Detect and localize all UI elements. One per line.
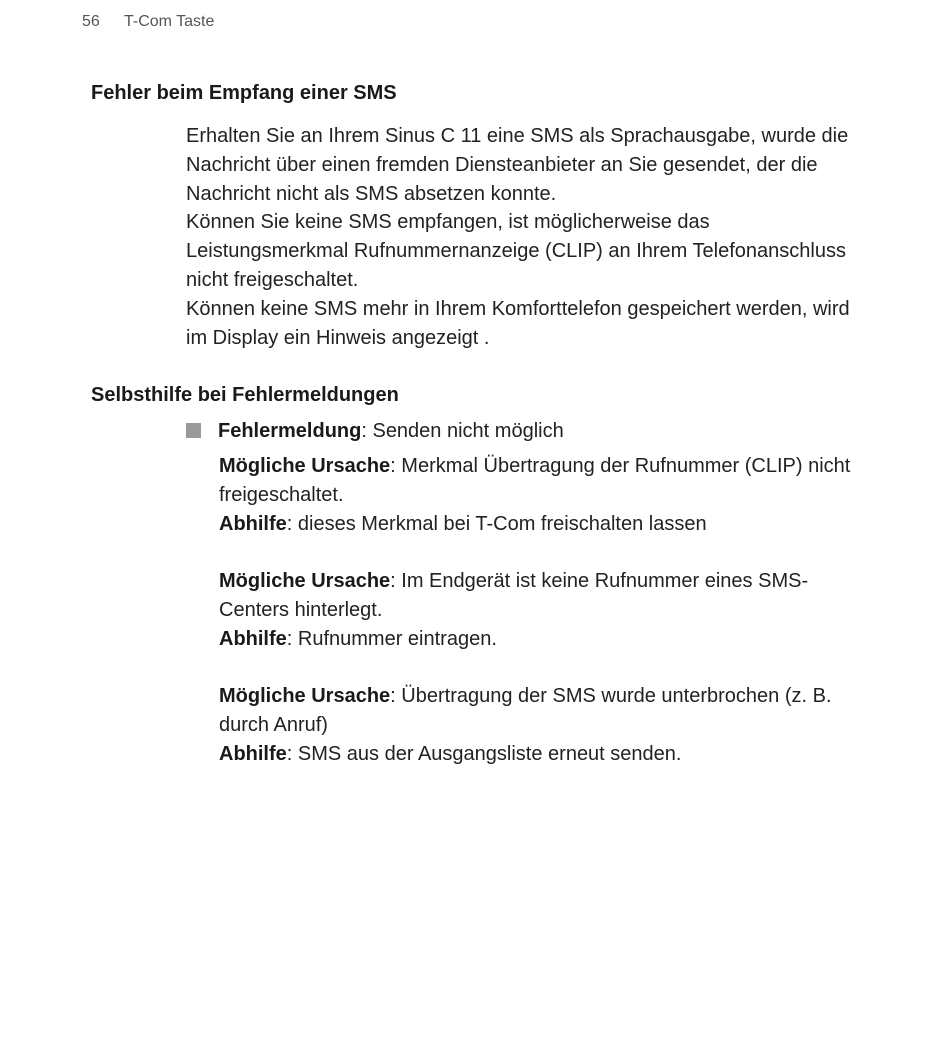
remedy-line <box>219 510 869 539</box>
paragraph-speicher: Können keine SMS mehr in Ihrem Komforttelefon gespeichert werden, wird im Display ein Hinweis angezeigt . <box>186 297 850 349</box>
paragraph-sprachausgabe: Erhalten Sie an Ihrem Sinus C 11 eine SMS als Sprachausgabe, wurde die Nachricht über einen fremden Diensteanbieter an Sie gesendet, der die Nachricht nicht als SMS absetzen konnte. <box>186 125 849 205</box>
chapter-title: T-Com Taste <box>124 13 215 30</box>
error-message-label: Fehlermeldung <box>218 420 362 442</box>
cause-block-3 <box>219 682 869 768</box>
cause-line <box>219 452 869 510</box>
running-header <box>82 13 214 31</box>
cause-block-2 <box>219 567 869 653</box>
square-bullet-icon <box>186 423 201 438</box>
cause-line <box>219 567 869 625</box>
cause-block-1 <box>219 452 869 538</box>
cause-text: : Im Endgerät ist keine Rufnummer eines SMS-Centers hinterlegt. <box>219 570 809 621</box>
cause-label: Mögliche Ursache <box>219 455 391 477</box>
error-message-line <box>186 419 564 443</box>
section-heading-self-help: Selbsthilfe bei Fehlermeldungen <box>91 384 399 406</box>
sms-error-body <box>186 122 876 352</box>
remedy-line <box>219 625 869 654</box>
error-message-text: : Senden nicht möglich <box>361 420 564 442</box>
remedy-label: Abhilfe <box>219 742 287 765</box>
remedy-text: : Rufnummer eintragen. <box>286 627 497 650</box>
remedy-label: Abhilfe <box>219 627 287 650</box>
cause-text: : Übertragung der SMS wurde unterbrochen (z. B. durch Anruf) <box>219 685 832 736</box>
page-number: 56 <box>82 13 100 30</box>
remedy-line <box>219 740 869 769</box>
cause-label: Mögliche Ursache <box>219 570 391 592</box>
section-heading-sms-error: Fehler beim Empfang einer SMS <box>91 82 397 104</box>
remedy-text: : dieses Merkmal bei T-Com freischalten lassen <box>286 512 707 535</box>
remedy-label: Abhilfe <box>219 512 287 535</box>
remedy-text: : SMS aus der Ausgangsliste erneut senden. <box>286 742 682 765</box>
cause-label: Mögliche Ursache <box>219 685 391 707</box>
cause-text: : Merkmal Übertragung der Rufnummer (CLIP) nicht freigeschaltet. <box>219 455 851 506</box>
paragraph-clip: Können Sie keine SMS empfangen, ist möglicherweise das Leistungsmerkmal Rufnummernanzeige (CLIP) an Ihrem Telefonanschluss nicht freigeschaltet. <box>186 211 846 291</box>
cause-line <box>219 682 869 740</box>
